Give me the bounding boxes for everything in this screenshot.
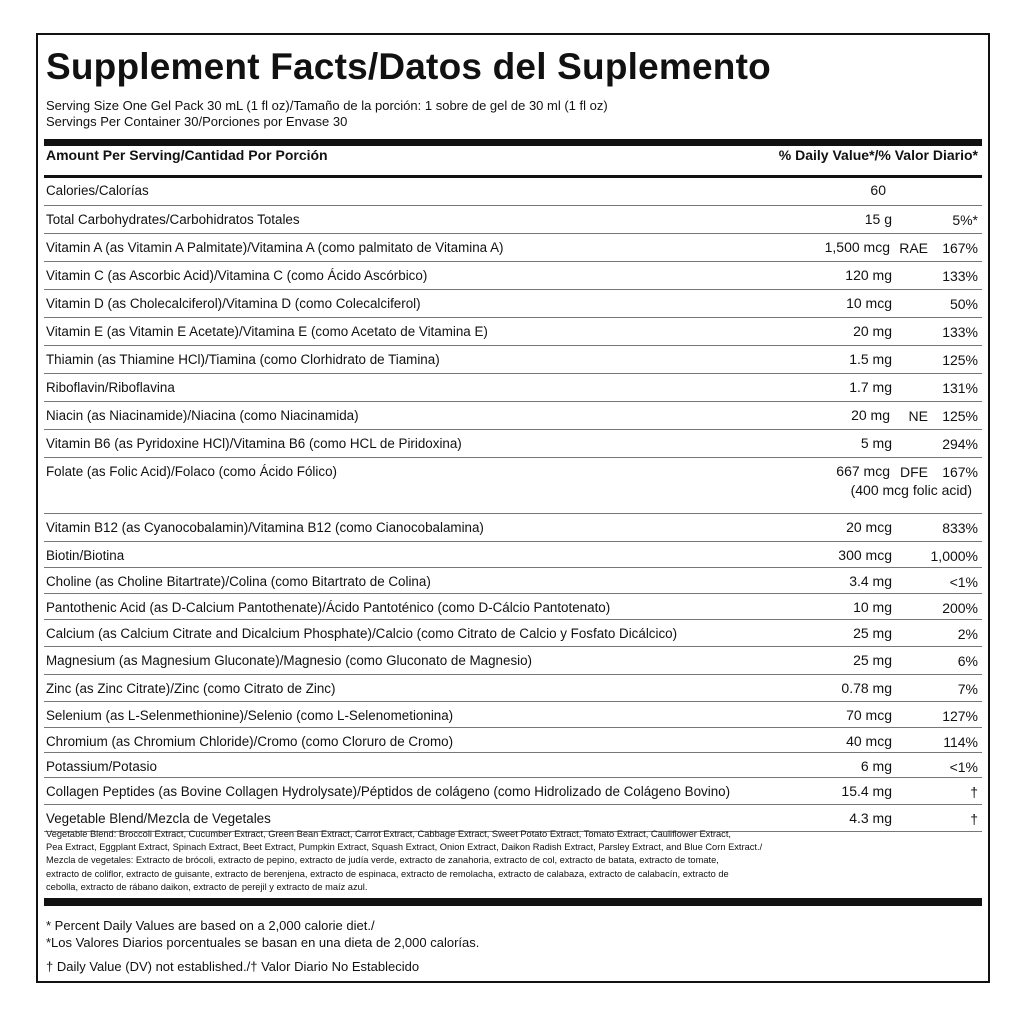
nutrient-amount: 40 mcg: [846, 733, 892, 749]
nutrient-row: [44, 752, 982, 778]
nutrient-name: Riboflavin/Riboflavina: [46, 380, 175, 395]
nutrient-daily-value: <1%: [949, 574, 978, 590]
nutrient-name: Potassium/Potasio: [46, 759, 157, 774]
nutrient-amount: 10 mg: [853, 599, 892, 615]
vegetable-blend-note: [46, 828, 980, 894]
nutrient-daily-value: 2%: [957, 626, 978, 642]
nutrient-daily-value: 200%: [942, 600, 978, 616]
nutrient-row: [44, 567, 982, 594]
nutrient-name: Zinc (as Zinc Citrate)/Zinc (como Citrato de Zinc): [46, 681, 336, 696]
nutrient-row: [44, 261, 982, 290]
nutrient-amount: 25 mg: [853, 652, 892, 668]
nutrient-row: [44, 727, 982, 753]
nutrient-row: [44, 619, 982, 647]
nutrient-name: Vitamin C (as Ascorbic Acid)/Vitamina C (como Ácido Ascórbico): [46, 268, 428, 283]
nutrient-name: Vitamin E (as Vitamin E Acetate)/Vitamina E (como Acetato de Vitamina E): [46, 324, 488, 339]
column-header: [46, 147, 978, 163]
nutrient-amount: 0.78 mg: [841, 680, 892, 696]
footnote-english: * Percent Daily Values are based on a 2,000 calorie diet./: [46, 918, 375, 933]
nutrient-name: Vegetable Blend/Mezcla de Vegetales: [46, 811, 271, 826]
nutrient-name: Pantothenic Acid (as D-Calcium Pantothenate)/Ácido Pantoténico (como D-Cálcio Pantotenato): [46, 600, 611, 615]
nutrient-amount: 1.5 mg: [849, 351, 892, 367]
nutrient-daily-value: 131%: [942, 380, 978, 396]
nutrient-row: [44, 701, 982, 728]
nutrient-daily-value: 1,000%: [930, 548, 978, 564]
serving-size: Serving Size One Gel Pack 30 mL (1 fl oz)/Tamaño de la porción: 1 sobre de gel de 30 ml (1 fl oz): [46, 98, 608, 113]
panel-title: Supplement Facts/Datos del Suplemento: [46, 46, 771, 87]
nutrient-daily-value: 125%: [942, 352, 978, 368]
nutrient-row: [44, 205, 982, 234]
nutrient-row: [44, 513, 982, 542]
nutrient-unit-qualifier: RAE: [899, 240, 928, 256]
blend-line: cebolla, extracto de rábano daikon, extracto de perejil y extracto de maíz azul.: [46, 881, 368, 892]
nutrient-name: Collagen Peptides (as Bovine Collagen Hydrolysate)/Péptidos de colágeno (como Hidrolizado de Colágeno Bovino): [46, 784, 731, 799]
nutrient-name: Biotin/Biotina: [46, 548, 125, 563]
supplement-facts-panel: [36, 33, 990, 983]
nutrient-row: [44, 593, 982, 620]
nutrient-amount: 10 mcg: [846, 295, 892, 311]
nutrient-row: [44, 401, 982, 430]
nutrient-amount: 300 mcg: [838, 547, 892, 563]
nutrient-row: [44, 317, 982, 346]
nutrient-daily-value: 114%: [943, 734, 978, 750]
nutrient-name: Vitamin A (as Vitamin A Palmitate)/Vitamina A (como palmitato de Vitamina A): [46, 240, 504, 255]
nutrient-amount-note: (400 mcg folic acid): [850, 482, 972, 498]
nutrient-row: [44, 646, 982, 675]
nutrient-daily-value: 125%: [942, 408, 978, 424]
nutrient-name: Chromium (as Chromium Chloride)/Cromo (como Cloruro de Cromo): [46, 734, 454, 749]
nutrient-daily-value: 50%: [949, 296, 978, 312]
thick-divider-top: [44, 139, 982, 146]
dv-not-established-footnote: † Daily Value (DV) not established./† Valor Diario No Establecido: [46, 959, 420, 974]
nutrient-row: [44, 289, 982, 318]
nutrient-daily-value: 6%: [957, 653, 978, 669]
nutrient-unit-qualifier: NE: [908, 408, 928, 424]
nutrient-name: Vitamin D (as Cholecalciferol)/Vitamina D (como Colecalciferol): [46, 296, 421, 311]
nutrient-name: Magnesium (as Magnesium Gluconate)/Magnesio (como Gluconato de Magnesio): [46, 653, 533, 668]
nutrient-amount: 15.4 mg: [841, 783, 892, 799]
nutrient-daily-value: 7%: [957, 681, 978, 697]
nutrient-daily-value: 127%: [942, 708, 978, 724]
nutrient-unit-qualifier: DFE: [900, 464, 928, 480]
nutrient-row: [44, 541, 982, 568]
blend-line: Mezcla de vegetales: Extracto de brócoli, extracto de pepino, extracto de judía verde, extracto de zanahoria, extracto de col, extracto de batata, extracto de tomate,: [46, 855, 719, 866]
nutrient-daily-value: 294%: [942, 436, 978, 452]
nutrient-row: [44, 345, 982, 374]
nutrient-daily-value: 833%: [942, 520, 978, 536]
nutrient-amount: 70 mcg: [846, 707, 892, 723]
nutrient-daily-value: 133%: [942, 268, 978, 284]
nutrient-amount: 1,500 mcg: [824, 239, 890, 255]
nutrient-amount: 5 mg: [860, 435, 892, 451]
nutrient-amount: 20 mcg: [846, 519, 892, 535]
nutrient-row: [44, 177, 982, 205]
blend-line: Pea Extract, Eggplant Extract, Spinach Extract, Beet Extract, Pumpkin Extract, Squash Extract, Onion Extract, Daikon Radish Extract, Parsley Extract, and Blue Corn Extract./: [46, 842, 763, 853]
nutrient-amount: 25 mg: [853, 625, 892, 641]
blend-line: extracto de coliflor, extracto de guisante, extracto de berenjena, extracto de espinaca, extracto de remolacha, extracto de calabaza, extracto de calabacín, extracto de: [46, 868, 729, 879]
nutrient-name: Selenium (as L-Selenmethionine)/Selenio (como L-Selenometionina): [46, 708, 454, 723]
nutrient-name: Calcium (as Calcium Citrate and Dicalcium Phosphate)/Calcio (como Citrato de Calcio y Fosfato Dicálcico): [46, 626, 678, 641]
nutrient-daily-value: 167%: [942, 464, 978, 480]
nutrient-row: [44, 373, 982, 402]
nutrient-row: [44, 233, 982, 262]
header-amount-label: Amount Per Serving/Cantidad Por Porción: [46, 147, 328, 163]
nutrient-name: Niacin (as Niacinamide)/Niacina (como Niacinamida): [46, 408, 359, 423]
nutrient-name: Total Carbohydrates/Carbohidratos Totales: [46, 212, 300, 227]
nutrient-amount: 15 g: [864, 211, 892, 227]
servings-per-container: Servings Per Container 30/Porciones por Envase 30: [46, 114, 348, 129]
nutrient-daily-value: 167%: [942, 240, 978, 256]
nutrient-amount: 3.4 mg: [849, 573, 892, 589]
nutrient-name: Calories/Calorías: [46, 183, 149, 198]
nutrient-amount: 667 mcg: [836, 463, 890, 479]
nutrient-amount: 6 mg: [860, 758, 892, 774]
nutrient-name: Choline (as Choline Bitartrate)/Colina (como Bitartrato de Colina): [46, 574, 431, 589]
nutrient-name: Thiamin (as Thiamine HCl)/Tiamina (como Clorhidrato de Tiamina): [46, 352, 440, 367]
header-dv-label: % Daily Value*/% Valor Diario*: [778, 147, 978, 163]
nutrient-row: [44, 674, 982, 702]
serving-info: [46, 98, 608, 130]
nutrient-daily-value: 5%*: [952, 212, 978, 228]
nutrient-row: [44, 429, 982, 458]
nutrient-daily-value: 133%: [942, 324, 978, 340]
nutrient-daily-value: †: [970, 784, 978, 800]
footnote-spanish: *Los Valores Diarios porcentuales se basan en una dieta de 2,000 calorías.: [46, 935, 480, 950]
nutrient-amount: 1.7 mg: [849, 379, 892, 395]
blend-line: Vegetable Blend: Broccoli Extract, Cucumber Extract, Green Bean Extract, Carrot Extract, Cabbage Extract, Sweet Potato Extract, Tomato Extract, Cauliflower Extract,: [46, 829, 731, 839]
nutrient-amount: 20 mg: [851, 407, 890, 423]
nutrient-amount: 120 mg: [845, 267, 892, 283]
nutrient-amount: 4.3 mg: [849, 810, 892, 826]
nutrient-name: Vitamin B6 (as Pyridoxine HCl)/Vitamina B6 (como HCL de Piridoxina): [46, 436, 462, 451]
nutrient-amount: 20 mg: [853, 323, 892, 339]
thick-divider-bottom: [44, 898, 982, 906]
nutrient-name: Vitamin B12 (as Cyanocobalamin)/Vitamina B12 (como Cianocobalamina): [46, 520, 484, 535]
nutrient-row: [44, 457, 982, 514]
nutrient-amount: 60: [870, 182, 886, 198]
nutrient-daily-value: <1%: [949, 759, 978, 775]
nutrient-row: [44, 777, 982, 805]
nutrient-daily-value: †: [970, 811, 978, 827]
daily-value-footnote: [46, 917, 479, 951]
nutrient-name: Folate (as Folic Acid)/Folaco (como Ácido Fólico): [46, 464, 337, 479]
